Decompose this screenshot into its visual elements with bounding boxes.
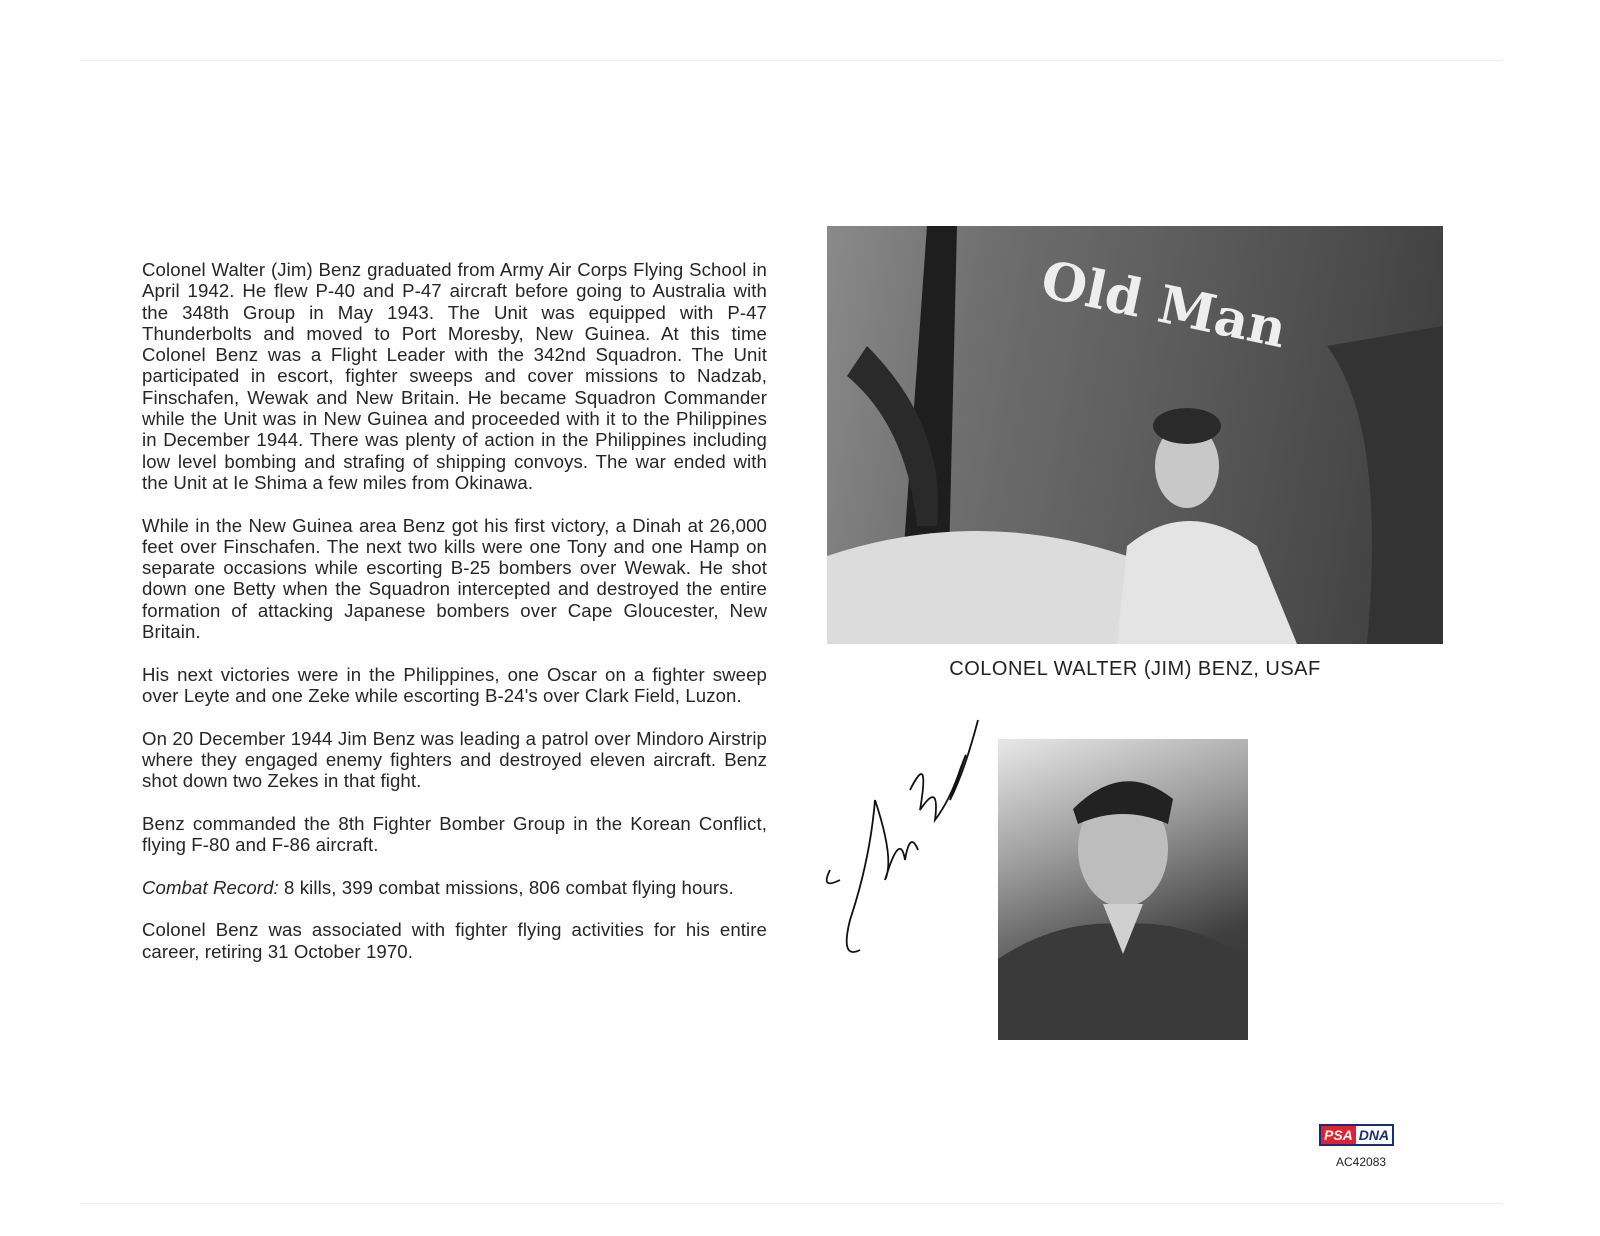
bio-paragraph: On 20 December 1944 Jim Benz was leading a patrol over Mindoro Airstrip where they engaged enemy fighters and destroyed eleven aircraft. Benz shot down two Zekes in that fight. (142, 727, 767, 792)
bio-paragraph: Colonel Benz was associated with fighter flying activities for his entire career, retiring 31 October 1970. (142, 919, 767, 962)
top-divider (80, 60, 1502, 61)
psa-dna-logo (1319, 1124, 1394, 1146)
portrait-photo (998, 739, 1248, 1040)
bio-paragraph: Colonel Walter (Jim) Benz graduated from Army Air Corps Flying School in April 1942. He flew P-40 and P-47 aircraft before going to Australia with the 348th Group in May 1943. The Unit was equipped with P-47 Thunderbolts and moved to Port Moresby, New Guinea. At this time Colonel Benz was a Flight Leader with the 342nd Squadron. The Unit participated in escort, fighter sweeps and cover missions to Nadzab, Finschafen, Wewak and New Britain. He became Squadron Commander while the Unit was in New Guinea and proceeded with it to the Philippines in December 1944. There was plenty of action in the Philippines including low level bombing and strafing of shipping convoys. The war ended with the Unit at Ie Shima a few miles from Okinawa. (142, 259, 767, 493)
psa-logo-text: PSA (1321, 1126, 1356, 1144)
bio-paragraph: While in the New Guinea area Benz got his first victory, a Dinah at 26,000 feet over Finschafen. The next two kills were one Tony and one Hamp on separate occasions while escorting B-25 bombers over Wewak. He shot down one Betty when the Squadron intercepted and destroyed the entire formation of attacking Japanese bombers over Cape Gloucester, New Britain. (142, 514, 767, 643)
aircraft-photo (827, 226, 1443, 644)
photo-caption: COLONEL WALTER (JIM) BENZ, USAF (949, 658, 1321, 680)
bio-paragraph: Benz commanded the 8th Fighter Bomber Group in the Korean Conflict, flying F-80 and F-86 aircraft. (142, 812, 767, 856)
biography-text (142, 259, 767, 983)
combat-record (142, 877, 767, 898)
signature (800, 710, 990, 975)
combat-record-text: 8 kills, 399 combat missions, 806 combat flying hours. (278, 876, 734, 898)
dna-logo-text: DNA (1356, 1126, 1392, 1144)
nose-art-text: Old Man (1035, 248, 1292, 361)
bio-paragraph: His next victories were in the Philippines, one Oscar on a fighter sweep over Leyte and one Zeke while escorting B-24's over Clark Field, Luzon. (142, 663, 767, 706)
combat-record-label: Combat Record: (142, 876, 279, 898)
certificate-number: AC42083 (1336, 1155, 1387, 1169)
bottom-divider (80, 1203, 1502, 1204)
